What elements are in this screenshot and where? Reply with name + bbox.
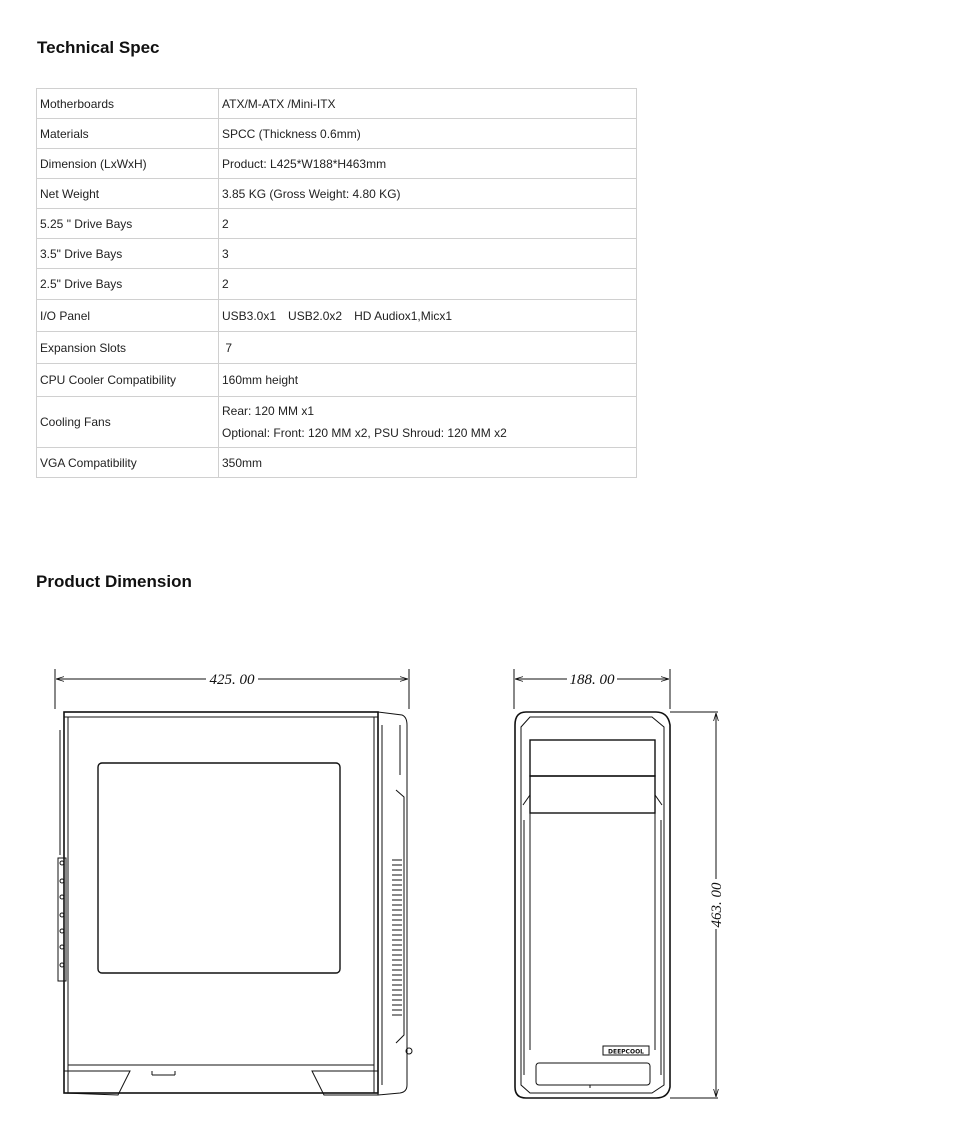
table-row xyxy=(37,179,637,209)
side-window xyxy=(98,763,340,973)
spec-label: Materials xyxy=(37,119,219,149)
cooling-fans-line: Rear: 120 MM x1 xyxy=(222,404,315,418)
side-panel-outline xyxy=(64,712,378,1093)
dimension-drawing xyxy=(40,655,740,1110)
height-label: 463. 00 xyxy=(709,882,725,928)
spec-label: 3.5" Drive Bays xyxy=(37,239,219,269)
table-row xyxy=(37,397,637,448)
spec-value: 3 xyxy=(219,239,637,269)
spec-value: 3.85 KG (Gross Weight: 4.80 KG) xyxy=(219,179,637,209)
length-label: 425. 00 xyxy=(209,672,255,688)
front-foot xyxy=(312,1071,378,1095)
table-row xyxy=(37,239,637,269)
front-vent xyxy=(392,860,402,1015)
io-audio: HD Audiox1,Micx1 xyxy=(354,308,453,323)
expansion-slots-value: 7 xyxy=(225,340,233,355)
table-row xyxy=(37,149,637,179)
table-row xyxy=(37,448,637,478)
spec-value xyxy=(219,300,637,332)
front-panel-outline xyxy=(515,712,670,1098)
rear-foot xyxy=(64,1071,130,1095)
spec-value: 160mm height xyxy=(219,364,637,397)
spec-label: Dimension (LxWxH) xyxy=(37,149,219,179)
spec-value: 2 xyxy=(219,269,637,300)
table-row xyxy=(37,119,637,149)
technical-spec-table xyxy=(36,88,637,478)
drive-bay-top xyxy=(530,740,655,776)
product-dimension-heading: Product Dimension xyxy=(36,572,192,591)
technical-spec-heading: Technical Spec xyxy=(37,38,160,57)
spec-label: Motherboards xyxy=(37,89,219,119)
spec-label: Cooling Fans xyxy=(37,397,219,448)
io-usb3: USB3.0x1 xyxy=(222,308,277,323)
table-row xyxy=(37,89,637,119)
io-usb2: USB2.0x2 xyxy=(288,308,343,323)
width-label: 188. 00 xyxy=(569,672,615,688)
spec-label: 5.25 " Drive Bays xyxy=(37,209,219,239)
spec-value xyxy=(219,397,637,448)
logo-text: DEEPCOOL xyxy=(607,1048,645,1056)
table-row xyxy=(37,364,637,397)
side-view xyxy=(55,669,412,1095)
spec-value: SPCC (Thickness 0.6mm) xyxy=(219,119,637,149)
spec-label: Expansion Slots xyxy=(37,332,219,364)
spec-value: ATX/M-ATX /Mini-ITX xyxy=(219,89,637,119)
spec-label: I/O Panel xyxy=(37,300,219,332)
cooling-fans-line: Optional: Front: 120 MM x2, PSU Shroud: 120 MM x2 xyxy=(222,426,507,440)
bottom-vent xyxy=(536,1063,650,1085)
spec-label: VGA Compatibility xyxy=(37,448,219,478)
spec-value: 2 xyxy=(219,209,637,239)
front-view xyxy=(514,669,726,1098)
drive-bay-bottom xyxy=(530,776,655,813)
spec-label: 2.5" Drive Bays xyxy=(37,269,219,300)
table-row xyxy=(37,209,637,239)
spec-label: Net Weight xyxy=(37,179,219,209)
spec-value: Product: L425*W188*H463mm xyxy=(219,149,637,179)
spec-value xyxy=(219,332,637,364)
spec-value: 350mm xyxy=(219,448,637,478)
table-row xyxy=(37,300,637,332)
table-row xyxy=(37,332,637,364)
spec-label: CPU Cooler Compatibility xyxy=(37,364,219,397)
table-row xyxy=(37,269,637,300)
